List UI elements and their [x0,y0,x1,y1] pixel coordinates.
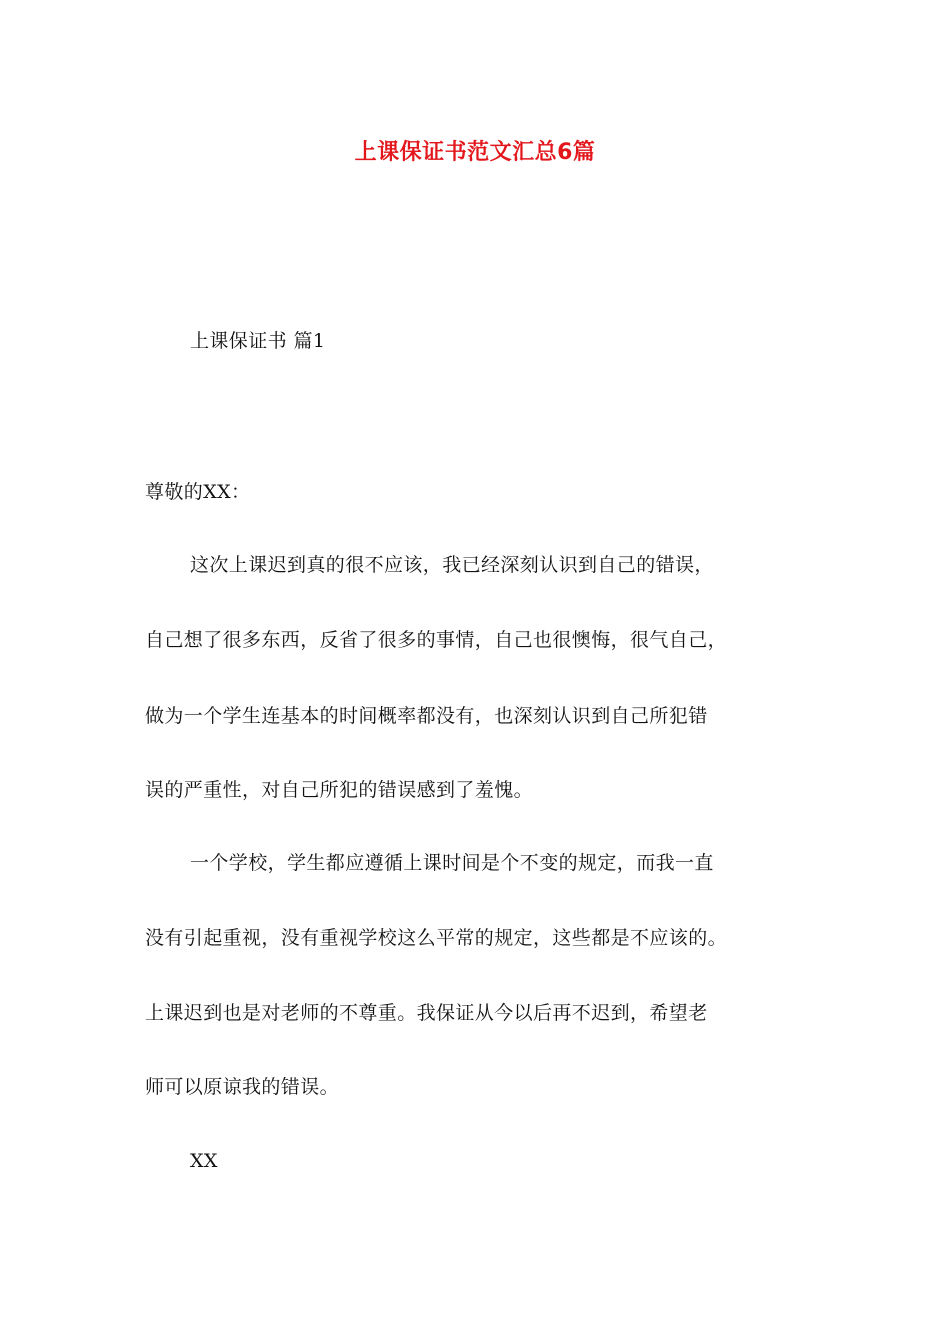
paragraph-line: 做为一个学生连基本的时间概率都没有，也深刻认识到自己所犯错 [145,705,708,727]
paragraph-line: 没有引起重视，没有重视学校这么平常的规定，这些都是不应该的。 [145,927,728,949]
paragraph-line: 上课迟到也是对老师的不尊重。我保证从今以后再不迟到，希望老 [145,1002,708,1024]
signature: XX [190,1150,218,1172]
document-title: 上课保证书范文汇总6篇 [354,140,596,165]
paragraph-line: 师可以原谅我的错误。 [145,1076,340,1098]
salutation: 尊敬的XX： [145,481,251,503]
paragraph-line: 误的严重性，对自己所犯的错误感到了羞愧。 [145,779,534,801]
paragraph-line: 一个学校，学生都应遵循上课时间是个不变的规定，而我一直 [190,852,714,874]
section-heading: 上课保证书 篇1 [190,330,326,352]
paragraph-line: 自己想了很多东西，反省了很多的事情，自己也很懊悔，很气自己， [145,629,728,651]
paragraph-line: 这次上课迟到真的很不应该，我已经深刻认识到自己的错误， [190,554,714,576]
